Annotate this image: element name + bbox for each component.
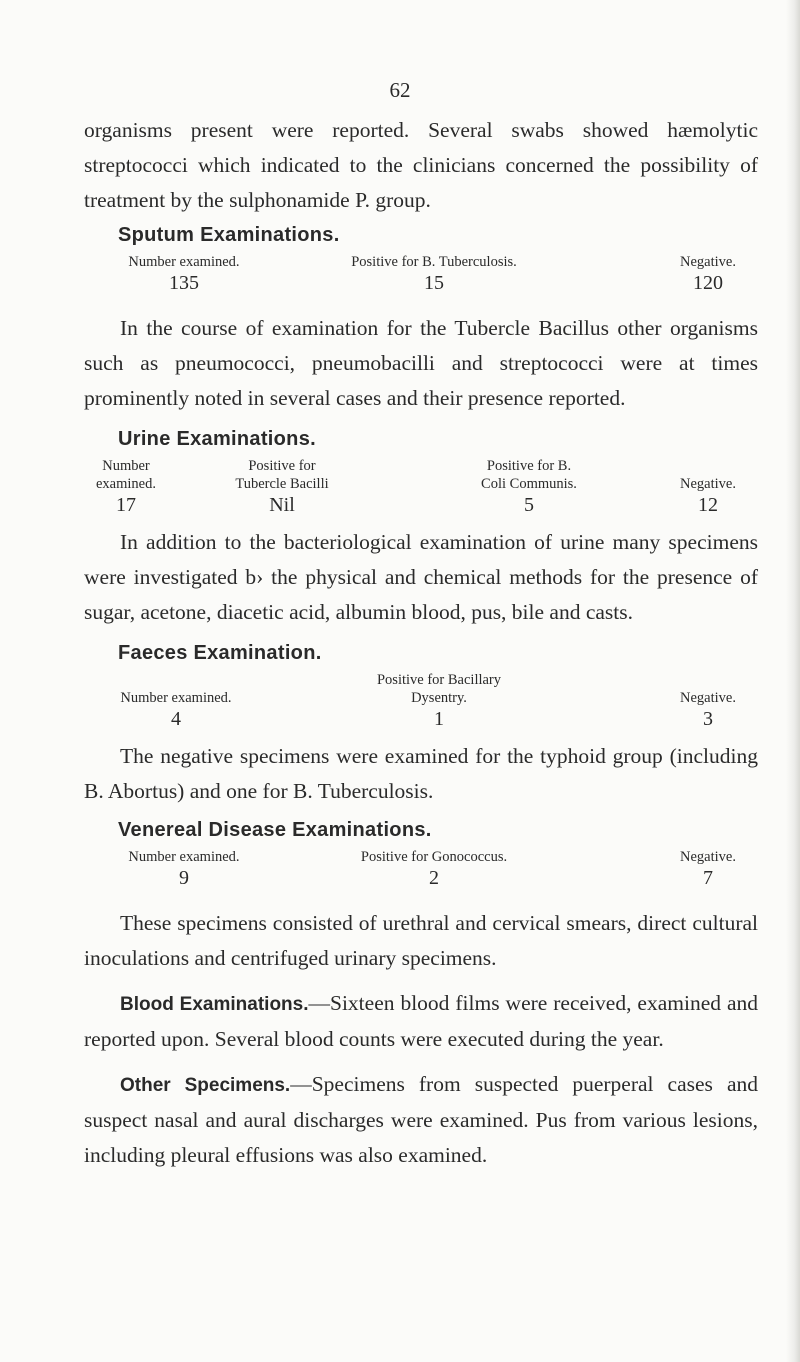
faeces-header-number-2: Number examined. (120, 690, 232, 706)
venereal-col-number (84, 848, 284, 890)
sputum-col-positive (304, 253, 564, 295)
faeces-col-positive (334, 671, 544, 731)
faeces-col-number (76, 671, 276, 731)
venereal-header-number: Number examined. (128, 849, 240, 865)
blood-heading: Blood Examinations. (120, 994, 309, 1015)
faeces-col-negative (658, 671, 758, 731)
sputum-value-negative: 120 (693, 272, 723, 294)
faeces-header-positive-2: Dysentry. (411, 690, 467, 706)
faeces-header-positive-1: Positive for Bacillary (376, 672, 502, 688)
other-text: —Specimens from suspected puerperal cases and suspect nasal and aural discharges were examined. Pus from various lesions, including pleural effusions was also examined. (84, 1072, 758, 1167)
venereal-value-negative: 7 (703, 867, 713, 889)
venereal-heading: Venereal Disease Examinations. (118, 819, 432, 841)
sputum-col-number (84, 253, 284, 295)
urine-value-negative: 12 (698, 494, 718, 516)
urine-header-tubercle-2: Tubercle Bacilli (235, 476, 329, 492)
venereal-col-positive (304, 848, 564, 890)
urine-header-number-2: examined. (96, 476, 156, 492)
venereal-col-negative (658, 848, 758, 890)
urine-header-coli-1: Positive for B. (486, 458, 572, 474)
page-body (84, 78, 758, 1173)
venereal-table (84, 848, 758, 906)
venereal-value-positive: 2 (429, 867, 439, 889)
page-edge-shadow (786, 0, 800, 1362)
sputum-header-positive: Positive for B. Tuberculosis. (351, 254, 517, 270)
venereal-value-number: 9 (179, 867, 189, 889)
faeces-header-negative-1 (658, 671, 758, 689)
urine-value-number: 17 (116, 494, 136, 516)
sputum-heading: Sputum Examinations. (118, 224, 340, 246)
venereal-paragraph: These specimens consisted of urethral and cervical smears, direct cultural inoculations and centrifuged urinary specimens. (84, 911, 758, 970)
faeces-header-negative-2: Negative. (680, 690, 736, 706)
urine-paragraph: In addition to the bacteriological examination of urine many specimens were investigated b› the physical and chemical methods for the presence of sugar, acetone, diacetic acid, albumin blood, pus, bile and casts. (84, 530, 758, 624)
other-paragraph (84, 1067, 758, 1173)
urine-header-number-1: Number (102, 458, 150, 474)
sputum-col-negative (658, 253, 758, 295)
blood-text: —Sixteen blood films were received, examined and reported upon. Several blood counts were executed during the year. (84, 991, 758, 1051)
page-number: 62 (389, 78, 411, 102)
urine-value-coli: 5 (524, 494, 534, 516)
sputum-header-negative: Negative. (680, 254, 736, 270)
urine-col-number (76, 457, 176, 517)
sputum-paragraph: In the course of examination for the Tubercle Bacillus other organisms such as pneumococci, pneumobacilli and streptococci were at times prominently noted in several cases and their presence reported. (84, 316, 758, 410)
faeces-paragraph: The negative specimens were examined for the typhoid group (including B. Abortus) and one for B. Tuberculosis. (84, 744, 758, 803)
sputum-header-number: Number examined. (128, 254, 240, 270)
urine-value-tubercle: Nil (269, 494, 295, 516)
faeces-value-number: 4 (171, 708, 181, 730)
urine-header-coli-2: Coli Communis. (481, 476, 577, 492)
faeces-table (84, 671, 758, 739)
urine-heading: Urine Examinations. (118, 428, 316, 450)
urine-header-tubercle-1: Positive for (248, 458, 316, 474)
sputum-table (84, 253, 758, 311)
urine-col-tubercle (202, 457, 362, 517)
faeces-header-number-1 (76, 671, 276, 689)
urine-header-negative-2: Negative. (680, 476, 736, 492)
faeces-heading: Faeces Examination. (118, 642, 322, 664)
venereal-header-positive: Positive for Gonococcus. (360, 849, 508, 865)
urine-header-negative-1 (658, 457, 758, 475)
sputum-value-number: 135 (169, 272, 199, 294)
faeces-value-negative: 3 (703, 708, 713, 730)
urine-col-coli (444, 457, 614, 517)
venereal-header-negative: Negative. (680, 849, 736, 865)
sputum-value-positive: 15 (424, 272, 444, 294)
faeces-value-positive: 1 (434, 708, 444, 730)
blood-paragraph (84, 986, 758, 1057)
urine-col-negative (658, 457, 758, 517)
intro-paragraph: organisms present were reported. Several swabs showed hæmolytic streptococci which indicated to the clinicians concerned the possibility of treatment by the sulphonamide P. group. (84, 118, 758, 212)
other-heading: Other Specimens. (120, 1075, 291, 1096)
urine-table (84, 457, 758, 525)
